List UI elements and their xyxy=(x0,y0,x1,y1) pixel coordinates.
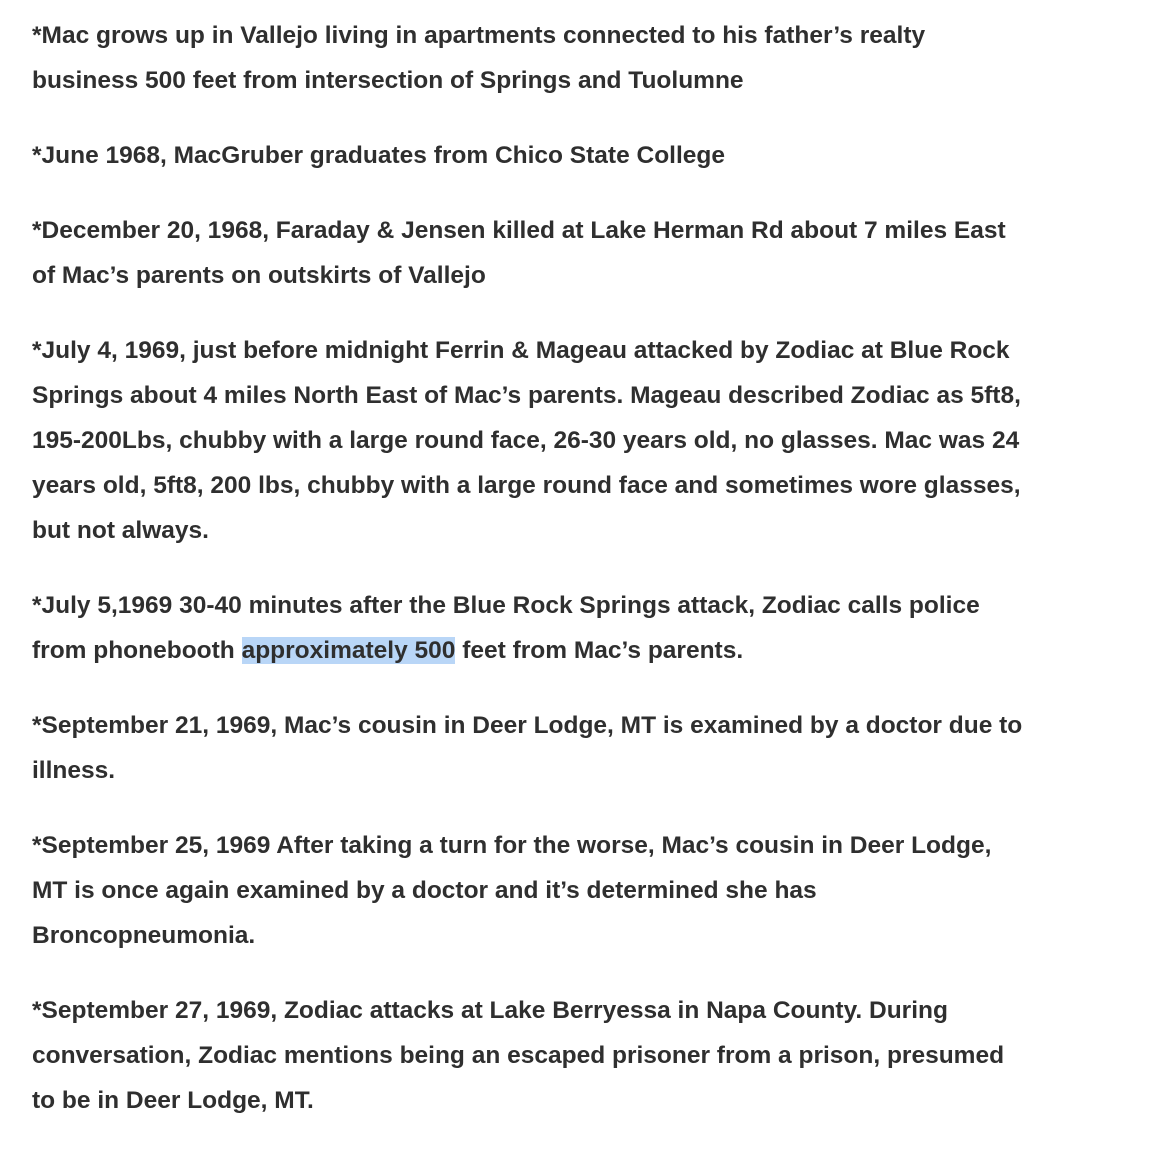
paragraph-phonebooth-call xyxy=(32,583,1032,673)
selected-text-highlight[interactable]: approximately 500 xyxy=(241,637,456,664)
paragraph-cousin-examined: *September 21, 1969, Mac’s cousin in Deer Lodge, MT is examined by a doctor due to illness. xyxy=(32,712,1023,784)
paragraph-chico-graduation: *June 1968, MacGruber graduates from Chico State College xyxy=(32,142,726,169)
phonebooth-text-after: feet from Mac’s parents. xyxy=(455,637,744,664)
paragraph-blue-rock-springs: *July 4, 1969, just before midnight Ferrin & Mageau attacked by Zodiac at Blue Rock Springs about 4 miles North East of Mac’s parents. Mageau described Zodiac as 5ft8, 195-200Lbs, chubby with a large round face, 26-30 years old, no glasses. Mac was 24 years old, 5ft8, 200 lbs, chubby with a large round face and sometimes wore glasses, but not always. xyxy=(32,337,1021,544)
paragraph-vallejo-childhood: *Mac grows up in Vallejo living in apartments connected to his father’s realty business 500 feet from intersection of Springs and Tuolumne xyxy=(32,22,926,94)
phonebooth-text-before: *July 5,1969 30-40 minutes after the Blue Rock Springs attack, Zodiac calls police from phonebooth xyxy=(32,592,980,664)
paragraph-lake-herman: *December 20, 1968, Faraday & Jensen killed at Lake Herman Rd about 7 miles East of Mac’s parents on outskirts of Vallejo xyxy=(32,217,1006,289)
paragraph-cousin-broncopneumonia: *September 25, 1969 After taking a turn for the worse, Mac’s cousin in Deer Lodge, MT is once again examined by a doctor and it’s determined she has Broncopneumonia. xyxy=(32,832,992,949)
document-body xyxy=(32,13,1032,1153)
paragraph-lake-berryessa: *September 27, 1969, Zodiac attacks at Lake Berryessa in Napa County. During conversation, Zodiac mentions being an escaped prisoner from a prison, presumed to be in Deer Lodge, MT. xyxy=(32,997,1005,1114)
